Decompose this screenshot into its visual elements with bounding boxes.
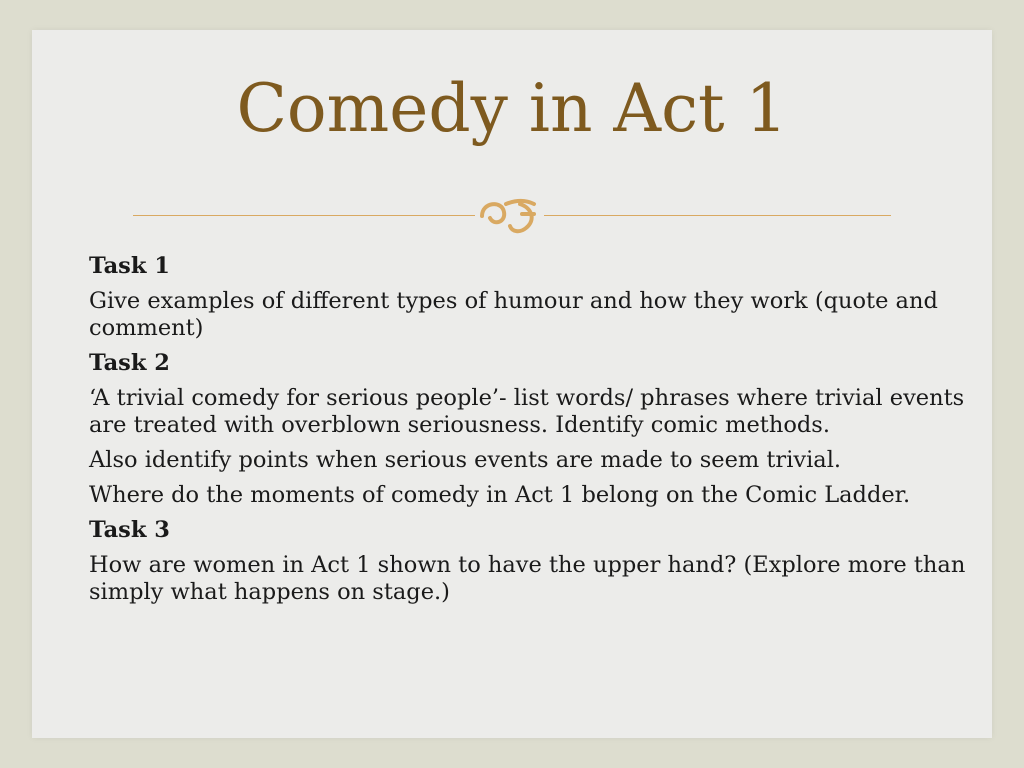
curly-swirl-ornament-icon <box>476 190 544 238</box>
task-2-comic-ladder: Where do the moments of comedy in Act 1 belong on the Comic Ladder. <box>89 482 911 508</box>
task-2-heading: Task 2 <box>89 350 170 376</box>
slide-title: Comedy in Act 1 <box>236 70 788 147</box>
divider-line-left <box>133 215 475 216</box>
slide-body <box>89 253 969 614</box>
task-3-heading: Task 3 <box>89 517 170 543</box>
task-3-description: How are women in Act 1 shown to have the upper hand? (Explore more than simply what happens on stage.) <box>89 552 966 605</box>
task-2-description: ‘A trivial comedy for serious people’- list words/ phrases where trivial events are treated with overblown seriousness. Identify comic methods. <box>89 385 965 438</box>
task-1-heading: Task 1 <box>89 253 170 279</box>
task-2-serious-trivial: Also identify points when serious events are made to seem trivial. <box>89 447 842 473</box>
task-1-description: Give examples of different types of humour and how they work (quote and comment) <box>89 288 938 341</box>
divider-line-right <box>544 215 891 216</box>
